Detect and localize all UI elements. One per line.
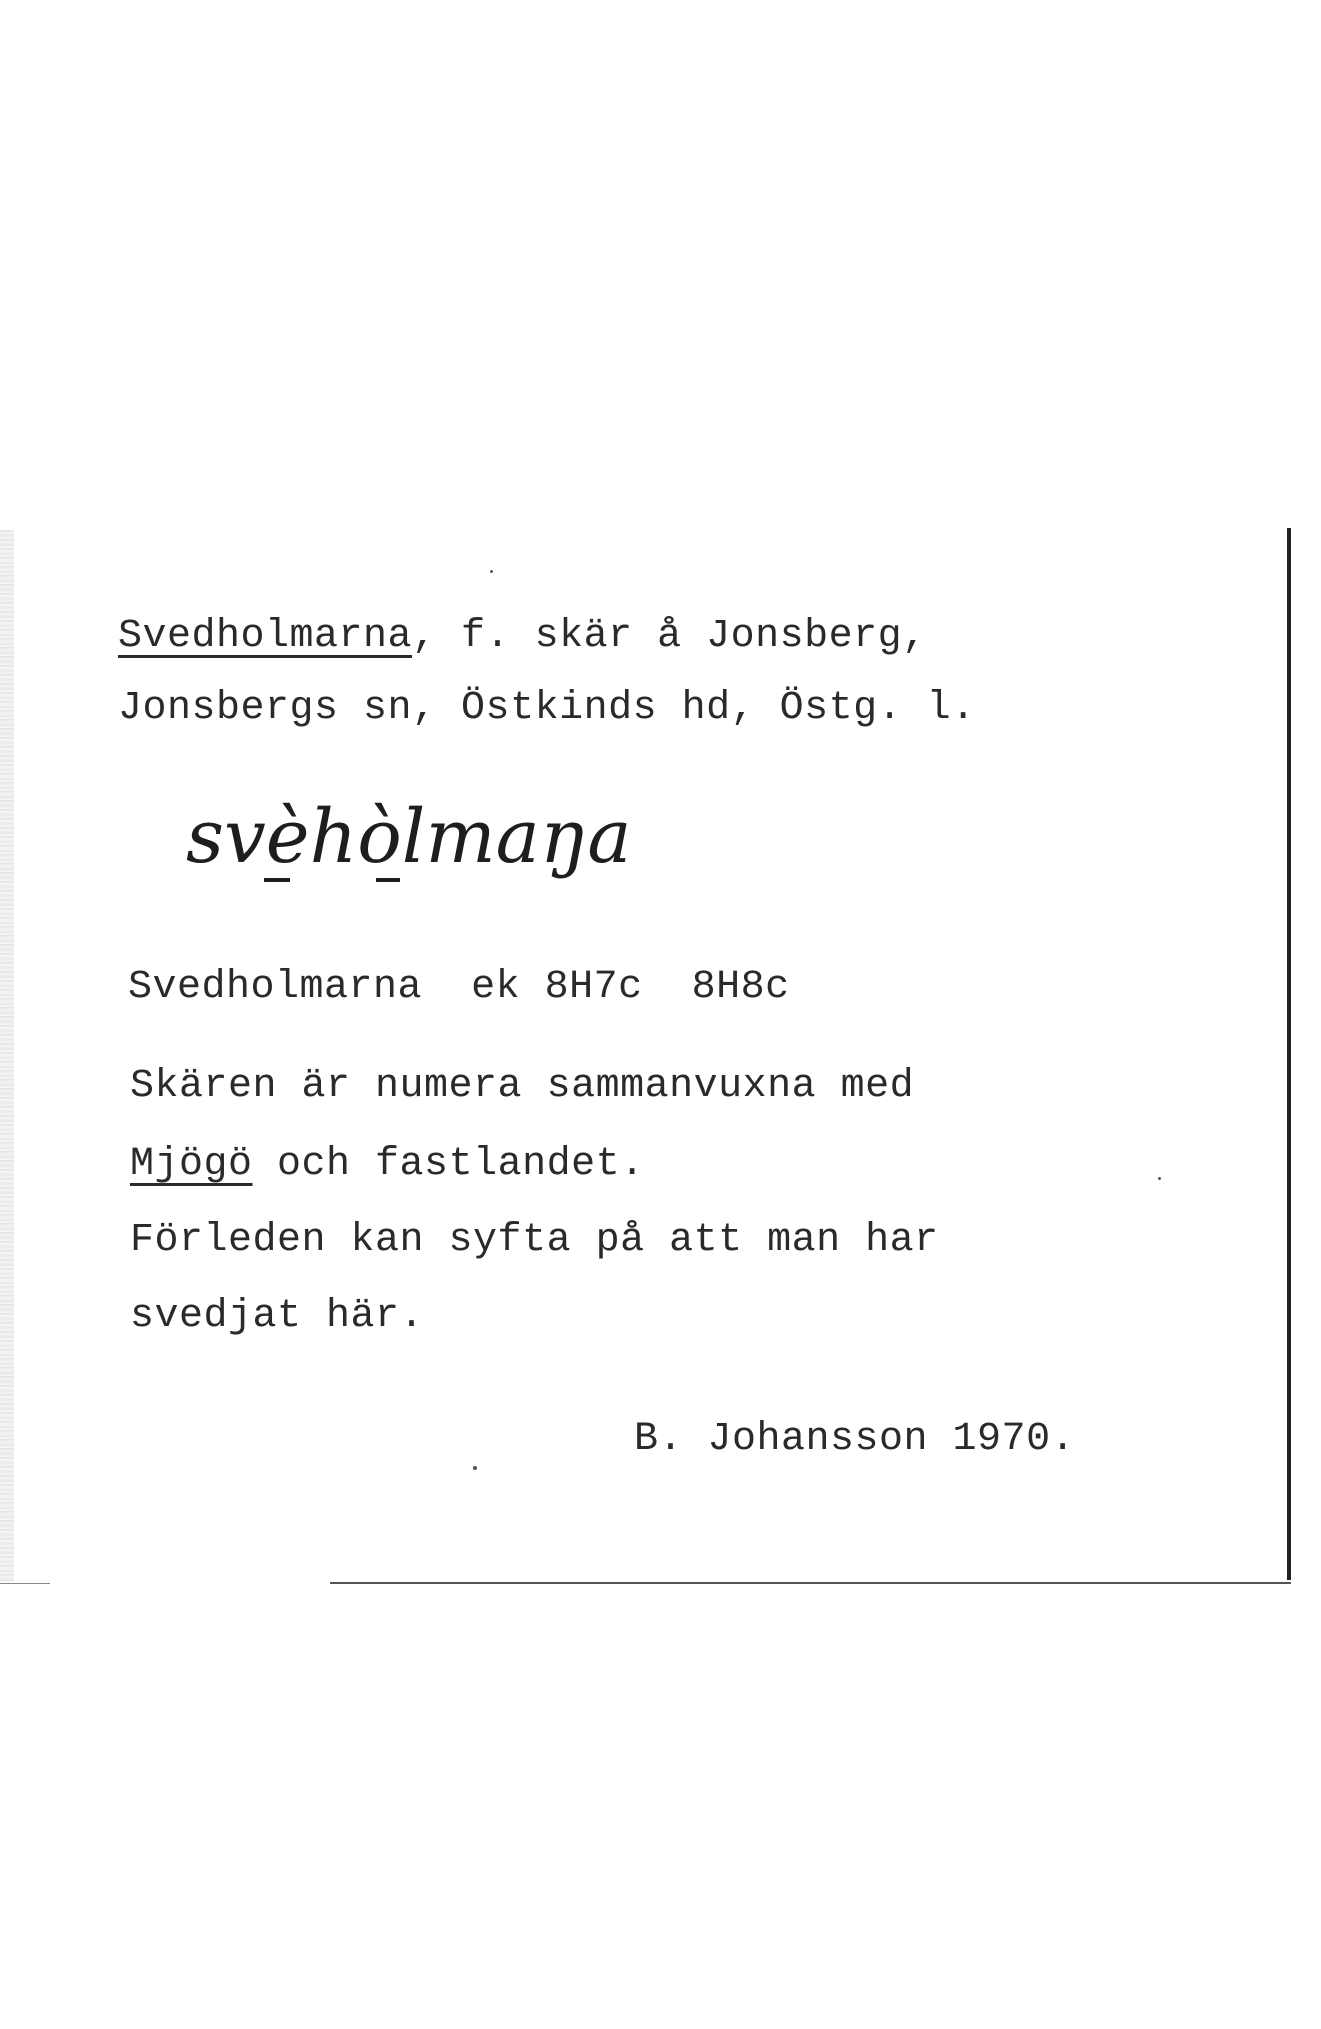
note-line-2 xyxy=(130,1142,645,1187)
card-left-edge xyxy=(0,530,14,1582)
map-reference-line xyxy=(128,965,790,1010)
note-line-3: Förleden kan syfta på att man har xyxy=(130,1218,939,1263)
note-place-name: Mjögö xyxy=(130,1142,253,1187)
card-right-border xyxy=(1287,528,1291,1580)
map-sheet-1: 8H7c xyxy=(544,965,643,1010)
map-sheet-2: 8H8c xyxy=(691,965,790,1010)
pronunciation-text: svèhòlmaŋa xyxy=(186,794,632,880)
pronunciation-handwriting xyxy=(186,780,666,910)
card-bottom-border-left xyxy=(0,1583,50,1584)
note-line-1: Skären är numera sammanvuxna med xyxy=(130,1064,915,1109)
note-line-4: svedjat här. xyxy=(130,1294,425,1339)
note-line-2-rest: och fastlandet. xyxy=(252,1142,645,1187)
paper-speck xyxy=(473,1466,477,1470)
map-ek-label: ek xyxy=(471,965,521,1010)
place-name: Svedholmarna xyxy=(118,614,413,659)
signature: B. Johansson 1970. xyxy=(634,1417,1076,1462)
place-description: , f. skär å Jonsberg, xyxy=(412,614,927,659)
paper-speck xyxy=(1158,1177,1161,1180)
card-bottom-border xyxy=(330,1582,1291,1584)
header-line xyxy=(118,614,927,659)
paper-speck xyxy=(490,570,493,573)
parish-line: Jonsbergs sn, Östkinds hd, Östg. l. xyxy=(118,686,976,731)
map-place-name: Svedholmarna xyxy=(128,965,423,1010)
